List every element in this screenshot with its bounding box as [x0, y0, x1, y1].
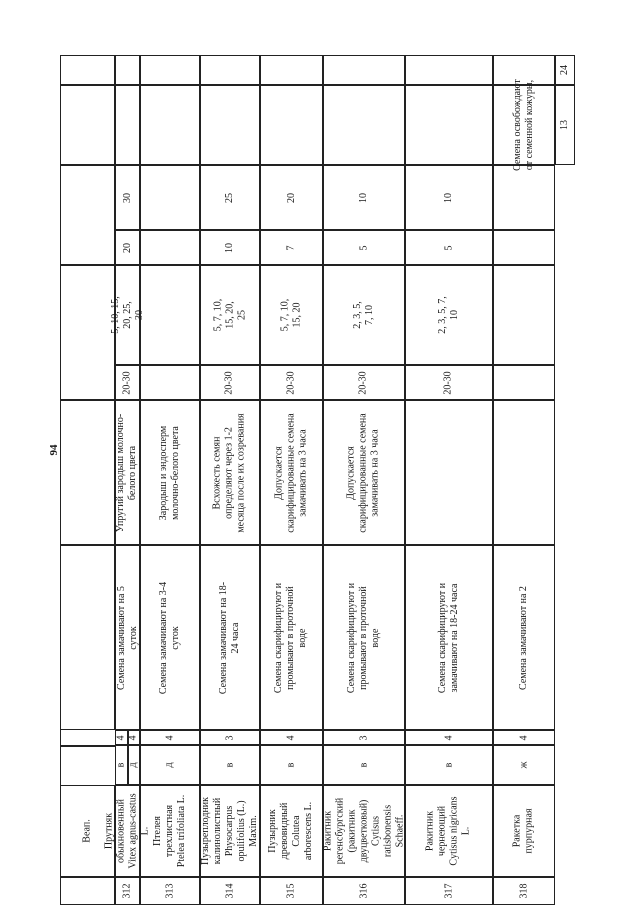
energy-day	[140, 230, 200, 265]
header-cat-cell	[60, 745, 115, 747]
energy-day-text: 10	[224, 242, 235, 253]
header-germ-cell	[60, 165, 115, 265]
pretreatment-text	[158, 581, 182, 693]
plant-name-line: Cytisus	[369, 815, 381, 847]
plant-name-line: чернеющий	[436, 805, 448, 857]
plant-name-line: Schaeff.	[393, 814, 405, 848]
row-number	[323, 877, 405, 905]
empty-cell	[260, 55, 323, 85]
seed-category-text: в	[442, 762, 454, 768]
plant-name-line: Ракетка	[512, 814, 523, 848]
header-num-cell	[60, 877, 115, 905]
count-days-line: 2, 3, 5, 7,	[437, 296, 448, 334]
plant-name	[323, 785, 405, 877]
plant-name-line: Vitex agnus-castus	[127, 793, 139, 869]
category-value-text: 4	[127, 735, 139, 740]
temperature-text: 20-30	[224, 370, 235, 395]
plant-name-text	[322, 798, 406, 865]
category-value	[200, 730, 260, 745]
seed-category-text: в	[357, 762, 369, 768]
category-value	[260, 730, 323, 745]
note	[493, 400, 555, 545]
seed-category	[115, 745, 128, 785]
category-value-text: 4	[285, 735, 297, 740]
pretreatment-line: Семена скарифицируют и	[273, 582, 285, 693]
pretreatment	[493, 545, 555, 730]
plant-name-line: пурпурная	[524, 808, 535, 854]
pretreatment-text	[116, 586, 140, 690]
germination-day-text: 25	[224, 192, 235, 203]
col-number-24	[555, 55, 575, 85]
seed-category-text: в	[223, 762, 235, 768]
pretreatment-line: воде	[297, 628, 309, 647]
plant-name-line: Ptelea trifoliata L.	[176, 794, 188, 868]
category-value-text: 4	[115, 735, 127, 740]
category-value-text: 3	[358, 735, 369, 740]
row-number	[140, 877, 200, 905]
header-13-cell	[60, 55, 115, 85]
temperature	[260, 365, 323, 400]
count-days-text	[352, 301, 376, 329]
col-number-24-text: 24	[559, 65, 570, 75]
count-days	[109, 265, 145, 365]
germination-day	[115, 165, 140, 230]
count-days-text	[212, 299, 248, 332]
empty-cell	[493, 55, 555, 85]
row-number-text: 315	[285, 883, 297, 899]
pretreatment	[260, 545, 323, 730]
seed-category	[493, 745, 555, 785]
extra-note	[493, 79, 555, 171]
extra-note-line: Семена освобождают	[512, 79, 523, 171]
pretreatment	[115, 545, 140, 730]
count-days-text	[280, 299, 304, 332]
plant-name-line: L.	[460, 826, 472, 836]
plant-name-line: (ракитник	[345, 809, 357, 853]
row-number	[493, 877, 555, 905]
note-line: скарифицированные семена	[358, 412, 370, 533]
category-value-text: 4	[518, 735, 529, 740]
plant-name-line: Пузырник	[267, 809, 279, 853]
category-value-text: 4	[164, 735, 175, 740]
seed-category-text: в	[115, 762, 127, 768]
note-text	[116, 413, 140, 531]
pretreatment-line: 24 часа	[230, 622, 241, 653]
note-line: Допускается	[273, 445, 285, 500]
note-line: Упругий зародыш молочно-	[115, 413, 127, 532]
count-days-text	[437, 296, 461, 334]
row-number-text: 312	[121, 883, 133, 899]
pretreatment-line: Семена замачивают на 2	[518, 585, 530, 690]
row-number-text: 318	[518, 883, 529, 899]
note-text	[274, 413, 310, 532]
extra-note	[260, 85, 323, 165]
pretreatment-line: Семена замачивают на 3-4	[158, 581, 169, 694]
energy-day	[115, 230, 140, 265]
count-days-line: 10	[449, 310, 460, 320]
germination-day	[260, 165, 323, 230]
plant-name-line: L.	[139, 826, 151, 836]
energy-day-text: 5	[358, 245, 369, 250]
pretreatment	[323, 545, 405, 730]
temperature-text: 20-30	[121, 370, 133, 395]
plant-name	[103, 785, 151, 877]
note-line: молочно-белого цвета	[170, 425, 181, 520]
plant-name-text	[425, 796, 473, 865]
germination-day	[493, 165, 555, 230]
pretreatment-text	[218, 581, 242, 693]
count-days-line: 2, 3, 5,	[352, 301, 363, 329]
energy-day	[405, 230, 493, 265]
extra-note	[405, 85, 493, 165]
empty-cell	[140, 55, 200, 85]
empty-cell	[200, 55, 260, 85]
note-line: замачивать на 3 часа	[297, 428, 309, 517]
germination-day-text: 20	[285, 192, 297, 203]
pretreatment-line: Семена скарифицируют и	[346, 582, 357, 693]
plant-name-line: обыкновенный	[115, 799, 127, 863]
germination-day	[140, 165, 200, 230]
count-days-line: 15, 20,	[224, 301, 235, 329]
temperature	[115, 365, 140, 400]
energy-day	[493, 230, 555, 265]
pretreatment	[140, 545, 200, 730]
note-line: скарифицированные семена	[285, 412, 297, 533]
empty-cell	[405, 55, 493, 85]
count-days-line: 5, 7, 10,	[212, 298, 223, 332]
plant-name-line: Cytisus nigricans	[448, 796, 460, 866]
plant-name-line: регенсбургский	[333, 797, 345, 865]
seed-category-text: д	[164, 762, 175, 768]
seed-category	[128, 745, 141, 785]
temperature-text: 20-30	[285, 370, 297, 395]
plant-name-line: Пузыреплодник	[200, 796, 212, 866]
seed-category	[140, 745, 200, 785]
temperature	[140, 365, 200, 400]
count-days-line: 25	[236, 310, 247, 320]
note-text	[158, 425, 182, 519]
pretreatment-line: Семена скарифицируют и	[437, 582, 448, 693]
energy-day-text: 20	[121, 242, 133, 253]
note-line: замачивать на 3 часа	[370, 428, 382, 517]
pretreatment-line: Семена замачивают на 18-	[218, 581, 229, 694]
temperature-text: 20-30	[443, 370, 454, 395]
extra-note	[200, 85, 260, 165]
count-days	[323, 265, 405, 365]
plant-name-line: Physocarpus	[224, 805, 236, 857]
pretreatment-line: замачивают на 18-24 часа	[449, 583, 460, 692]
count-days-line: 20, 25,	[121, 301, 133, 329]
seed-category-text: в	[285, 762, 297, 768]
temperature-text: 20-30	[358, 370, 369, 395]
count-days	[405, 265, 493, 365]
pretreatment-text	[518, 586, 530, 690]
germination-day-text: 10	[358, 192, 369, 203]
row-number-text: 313	[164, 883, 175, 899]
count-days-line: 30	[133, 310, 145, 320]
seed-category	[260, 745, 323, 785]
note	[323, 400, 405, 545]
row-number-text: 316	[358, 883, 369, 899]
row-number	[405, 877, 493, 905]
category-value-text: 4	[443, 735, 454, 740]
extra-note	[115, 85, 140, 165]
count-days-line: 5, 7, 10,	[279, 298, 291, 332]
germination-day	[405, 165, 493, 230]
note-line: Допускается	[346, 445, 358, 500]
plant-name-line: Ракитник	[424, 810, 436, 852]
pretreatment-line: суток	[170, 625, 181, 650]
temperature	[200, 365, 260, 400]
plant-name-text	[152, 795, 188, 867]
energy-day	[260, 230, 323, 265]
extra-note	[140, 85, 200, 165]
col-number-13	[555, 85, 575, 165]
seed-category	[405, 745, 493, 785]
category-value	[128, 730, 141, 745]
plant-name-line: Птелея	[152, 815, 164, 847]
col-number-13-text: 13	[559, 120, 570, 130]
row-number	[260, 877, 323, 905]
note-text	[212, 413, 248, 532]
germination-day	[323, 165, 405, 230]
count-days-line: 5, 10, 15,	[109, 296, 121, 334]
note	[260, 400, 323, 545]
category-value	[493, 730, 555, 745]
plant-name-line: Прутняк	[103, 812, 115, 850]
pretreatment-text	[346, 582, 382, 692]
plant-name-line: трехлистная	[164, 804, 176, 858]
extra-note	[323, 85, 405, 165]
header-note-cell	[60, 400, 115, 545]
note-text	[346, 413, 382, 532]
plant-name	[405, 785, 493, 877]
pretreatment	[200, 545, 260, 730]
count-days	[260, 265, 323, 365]
pretreatment-text	[274, 582, 310, 692]
count-days	[493, 265, 555, 365]
empty-cell	[323, 55, 405, 85]
plant-name-line: Colutea	[291, 815, 303, 847]
note-line: Всхожесть семян	[212, 436, 224, 509]
temperature	[493, 365, 555, 400]
plant-name	[493, 785, 555, 877]
seed-category	[323, 745, 405, 785]
category-value	[115, 730, 128, 745]
plant-name-line: калинолистный	[212, 797, 224, 865]
temperature	[323, 365, 405, 400]
extra-note-line: от семенной кожуры,	[524, 79, 535, 171]
header-treat-cell	[60, 545, 115, 730]
note-line: белого цвета	[127, 445, 139, 500]
plant-name	[260, 785, 323, 877]
pretreatment-line: Семена замачивают на 5	[115, 585, 127, 690]
count-days	[200, 265, 260, 365]
row-number	[115, 877, 140, 905]
pretreatment-line: промывают в проточной	[358, 585, 369, 690]
category-value	[140, 730, 200, 745]
note-line: Зародыш и эндосперм	[158, 425, 169, 520]
row-number-text: 317	[443, 883, 454, 899]
header-group-text: Веап.	[81, 819, 93, 843]
count-days-line: 7, 10	[364, 305, 375, 325]
seed-table	[60, 55, 575, 905]
row-number-text: 314	[224, 883, 235, 899]
count-days-line: 15, 20	[291, 302, 303, 328]
plant-name-text	[200, 797, 260, 865]
germination-day-text: 30	[121, 192, 133, 203]
plant-name-line: Maxim.	[248, 815, 260, 847]
category-value	[323, 730, 405, 745]
energy-day-text: 7	[285, 245, 297, 250]
seed-category-text: д	[127, 762, 139, 768]
category-value-text: 3	[224, 735, 235, 740]
plant-name-line: древовидный	[279, 802, 291, 860]
plant-name-text	[268, 802, 316, 860]
note-line: определяют через 1-2	[224, 426, 236, 519]
note-line: месяца после их созревания	[236, 412, 248, 533]
note	[115, 400, 140, 545]
plant-name-text	[512, 808, 536, 853]
row-number	[200, 877, 260, 905]
header-extra-cell	[60, 85, 115, 165]
plant-name-line: двуцветковый)	[357, 799, 369, 863]
pretreatment-line: промывают в проточной	[285, 585, 297, 690]
note	[140, 400, 200, 545]
extra-note-text	[512, 79, 536, 171]
pretreatment-text	[437, 582, 461, 692]
seed-category	[200, 745, 260, 785]
seed-category-text: ж	[517, 761, 529, 769]
energy-day	[200, 230, 260, 265]
plant-name	[140, 785, 200, 877]
header-temp-cell	[60, 265, 115, 400]
pretreatment	[405, 545, 493, 730]
plant-name-line: Ракитник	[321, 810, 333, 852]
pretreatment-line: суток	[127, 625, 139, 650]
germination-day-text: 10	[443, 192, 454, 203]
plant-name-line: opulifolius (L.)	[236, 800, 248, 862]
plant-name-line: ratisbonensis	[381, 804, 393, 858]
note	[200, 400, 260, 545]
page-number: 94	[48, 444, 60, 456]
count-days	[140, 265, 200, 365]
plant-name	[200, 785, 260, 877]
energy-day	[323, 230, 405, 265]
temperature	[405, 365, 493, 400]
empty-cell	[115, 55, 140, 85]
energy-day-text: 5	[443, 245, 454, 250]
note	[405, 400, 493, 545]
category-value	[405, 730, 493, 745]
pretreatment-line: воде	[370, 628, 381, 647]
plant-name-line: arborescens L.	[303, 801, 315, 861]
germination-day	[200, 165, 260, 230]
